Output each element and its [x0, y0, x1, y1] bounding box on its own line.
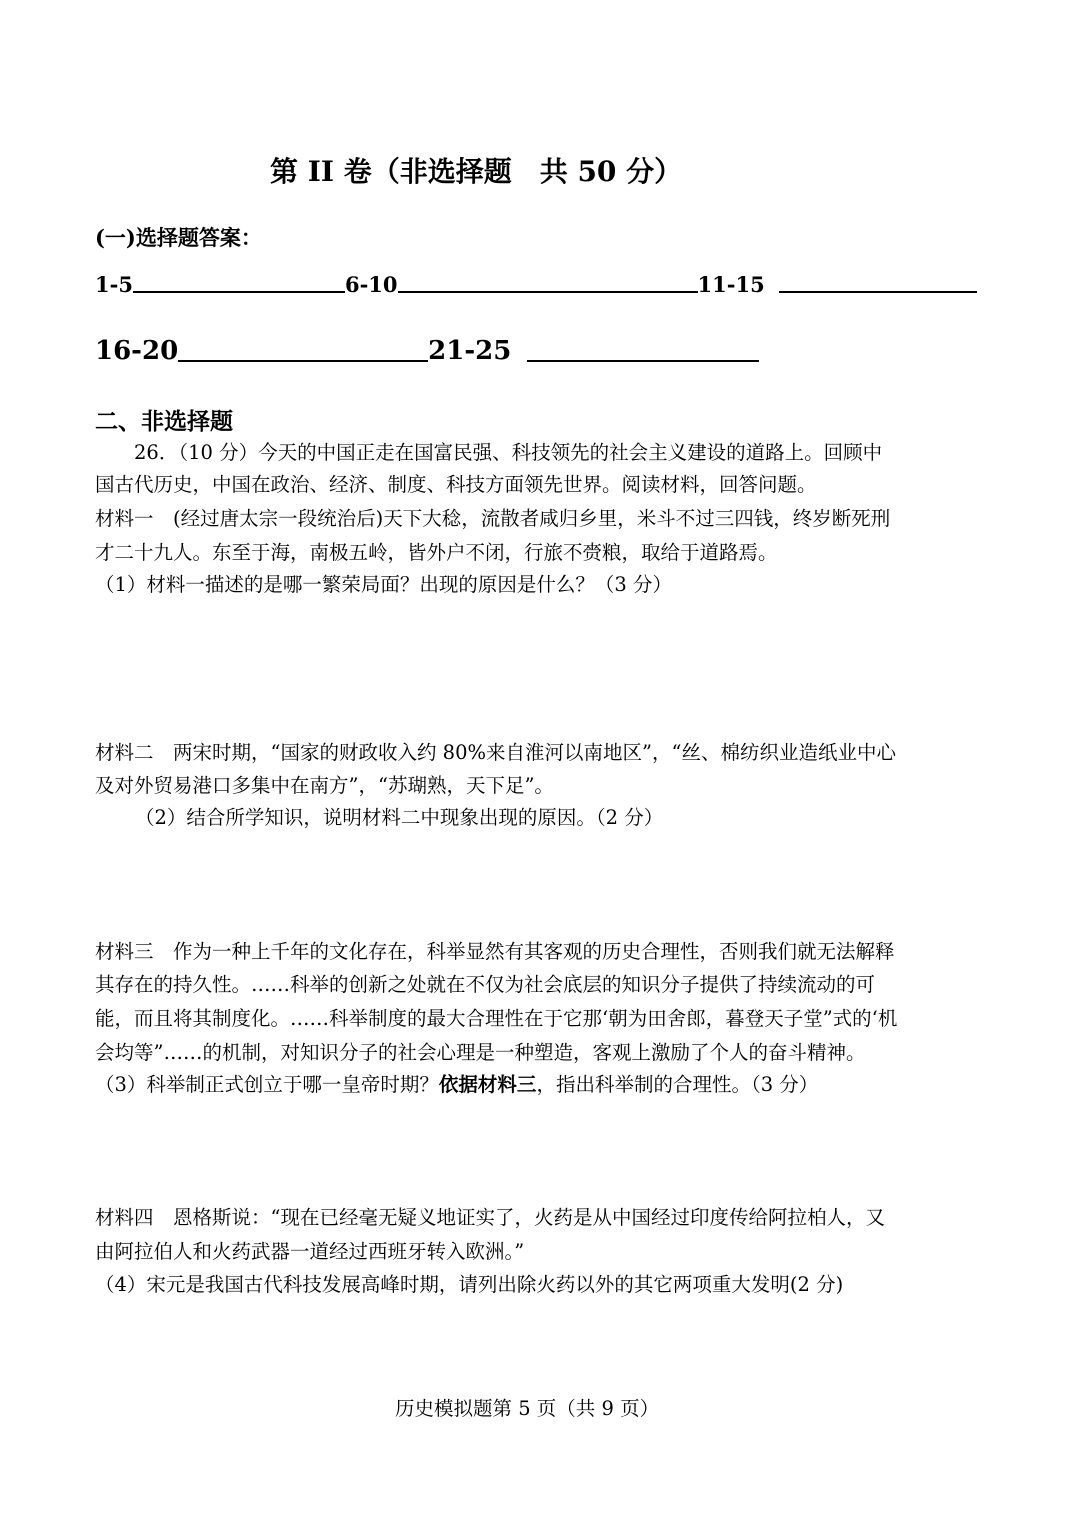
- q26-intro-line-2: 国古代历史，中国在政治、经济、制度、科技方面领先世界。阅读材料，回答问题。: [95, 473, 817, 496]
- question-1: （1）材料一描述的是哪一繁荣局面？出现的原因是什么？（3 分）: [95, 573, 673, 596]
- material-1-line-1: 材料一 (经过唐太宗一段统治后)天下大稔，流散者咸归乡里，米斗不过三四钱，终岁断死刑: [95, 507, 891, 530]
- material-3-line-1: 材料三 作为一种上千年的文化存在，科举显然有其客观的历史合理性，否则我们就无法解释: [95, 940, 895, 963]
- answer-blank-16-20[interactable]: [178, 359, 428, 362]
- answer-label-1-5: 1-5: [95, 272, 133, 297]
- material-2-line-1: 材料二 两宋时期，“国家的财政收入约 80%来自淮河以南地区”，“丝、棉纺织业造纸业中心: [95, 741, 896, 764]
- answer-blank-21-25[interactable]: [527, 359, 759, 362]
- answer-row-1: [95, 272, 977, 297]
- answer-row-2: [95, 336, 759, 366]
- section-heading: 二、非选择题: [95, 409, 233, 435]
- answer-label-16-20: 16-20: [95, 336, 179, 366]
- answer-blank-1-5[interactable]: [133, 290, 345, 293]
- answer-blank-11-15[interactable]: [779, 290, 977, 293]
- question-2: （2）结合所学知识，说明材料二中现象出现的原因。（2 分）: [135, 806, 664, 829]
- question-3-emphasis: 依据材料三: [438, 1073, 537, 1096]
- answer-blank-6-10[interactable]: [398, 290, 698, 293]
- page-footer: 历史模拟题第 5 页（共 9 页）: [395, 1397, 660, 1420]
- question-3: [95, 1069, 818, 1101]
- page-title: 第 II 卷（非选择题 共 50 分）: [270, 155, 683, 188]
- answer-label-11-15: 11-15: [697, 272, 765, 297]
- question-3-part-a: （3）科举制正式创立于哪一皇帝时期？: [95, 1073, 439, 1096]
- material-1-line-2: 才二十九人。东至于海，南极五岭，皆外户不闭，行旅不赍粮，取给于道路焉。: [95, 541, 778, 564]
- answer-label-21-25: 21-25: [428, 336, 512, 366]
- material-3-line-2: 其存在的持久性。……科举的创新之处就在不仅为社会底层的知识分子提供了持续流动的可: [95, 973, 876, 996]
- question-3-part-c: ，指出科举制的合理性。（3 分）: [536, 1073, 819, 1096]
- q26-intro-line-1: 26．（10 分）今天的中国正走在国富民强、科技领先的社会主义建设的道路上。回顾中: [95, 441, 883, 464]
- material-3-line-3: 能，而且将其制度化。……科举制度的最大合理性在于它那‘朝为田舍郎，暮登天子堂”式的‘机: [95, 1007, 898, 1030]
- material-4-line-1: 材料四 恩格斯说：“现在已经毫无疑义地证实了，火药是从中国经过印度传给阿拉柏人，又: [95, 1206, 885, 1229]
- material-4-line-2: 由阿拉伯人和火药武器一道经过西班牙转入欧洲。”: [95, 1240, 525, 1263]
- question-4: （4）宋元是我国古代科技发展高峰时期，请列出除火药以外的其它两项重大发明(2 分): [95, 1273, 844, 1296]
- material-2-line-2: 及对外贸易港口多集中在南方”，“苏瑚熟，天下足”。: [95, 774, 554, 797]
- material-3-line-4: 会均等”……的机制，对知识分子的社会心理是一种塑造，客观上激励了个人的奋斗精神。: [95, 1041, 866, 1064]
- answer-label-6-10: 6-10: [344, 272, 398, 297]
- choice-answers-heading: (一)选择题答案：: [95, 225, 262, 250]
